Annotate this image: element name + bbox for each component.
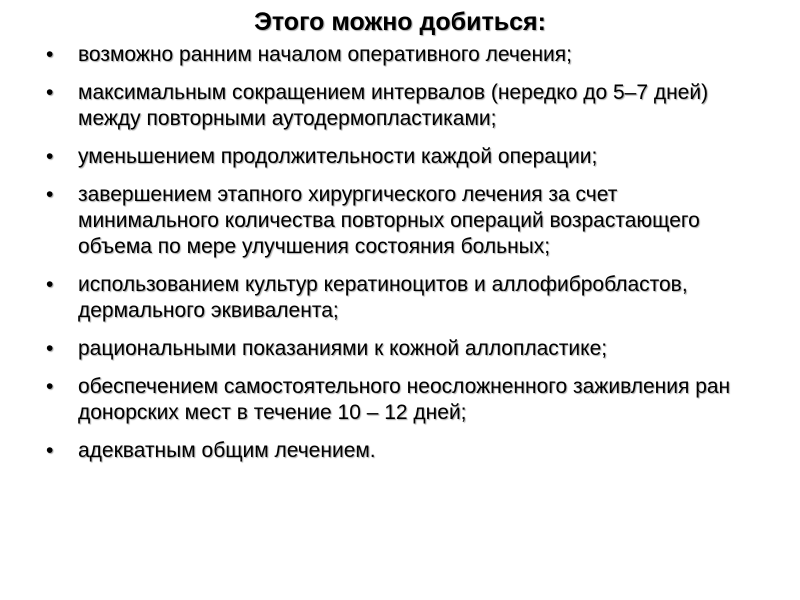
list-item-text: уменьшением продолжительности каждой операции; [78, 145, 598, 168]
list-item-text: завершением этапного хирургического лечения за счет минимального количества повторных операций возрастающего объема по мере улучшения состояния больных; [78, 183, 700, 258]
list-item [0, 374, 760, 426]
bullet-icon: • [46, 81, 54, 104]
list-item [0, 144, 760, 170]
list-item-text: адекватным общим лечением. [78, 439, 376, 462]
list-item [0, 336, 760, 362]
list-item [0, 182, 760, 260]
list-item-text: максимальным сокращением интервалов (нередко до 5–7 дней) между повторными аутодермопластиками; [78, 81, 709, 130]
bullet-icon: • [46, 145, 54, 168]
bullet-icon: • [46, 337, 54, 360]
bullet-icon: • [46, 183, 54, 206]
list-item-text: возможно ранним началом оперативного лечения; [78, 43, 572, 66]
list-item-text: использованием культур кератиноцитов и аллофибробластов, дермального эквивалента; [78, 273, 688, 322]
bullet-icon: • [46, 375, 54, 398]
bullet-list [0, 42, 760, 476]
bullet-icon: • [46, 43, 54, 66]
list-item [0, 80, 760, 132]
list-item [0, 272, 760, 324]
bullet-icon: • [46, 273, 54, 296]
list-item-text: обеспечением самостоятельного неосложненного заживления ран донорских мест в течение 10 – 12 дней; [78, 375, 731, 424]
bullet-icon: • [46, 439, 54, 462]
slide-title: Этого можно добиться: [254, 8, 546, 36]
list-item [0, 42, 760, 68]
list-item [0, 438, 760, 464]
list-item-text: рациональными показаниями к кожной аллопластике; [78, 337, 608, 360]
